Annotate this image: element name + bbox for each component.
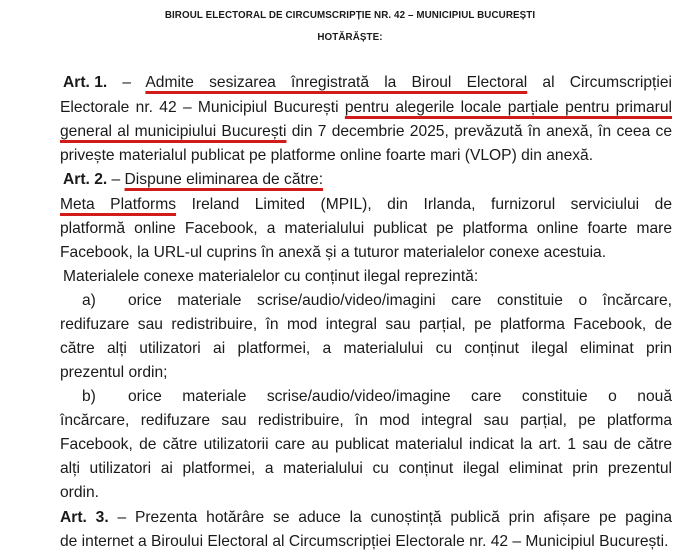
item-b-marker: b) bbox=[82, 388, 96, 405]
art3-line-1 bbox=[60, 508, 672, 527]
art3-line-2: de internet a Biroului Electoral al Circumscripției Electorale nr. 42 – Municipiul București. bbox=[60, 533, 669, 550]
item-a-line-1: orice materiale scrise/audio/video/imagini care constituie o încărcare, bbox=[128, 292, 672, 309]
art2-line-1 bbox=[63, 170, 323, 189]
art1-highlight-primar: general al municipiului București bbox=[60, 123, 287, 140]
art1-line-1 bbox=[60, 73, 672, 92]
art2-highlight-meta: Meta Platforms bbox=[60, 196, 177, 213]
art1-highlight-alegeri: pentru alegerile locale parțiale pentru primarul bbox=[344, 99, 672, 116]
art1-line-3 bbox=[60, 122, 672, 141]
art2-text: Ireland Limited (MPIL), din Irlanda, furnizorul serviciului de bbox=[176, 196, 672, 213]
art1-text: Electorale nr. 42 – Municipiul București bbox=[60, 99, 345, 116]
art2-line-5: Materialele conexe materialelor cu conținut ilegal reprezintă: bbox=[63, 268, 479, 285]
item-b-line-1: orice materiale scrise/audio/video/imagine care constituie o nouă bbox=[128, 388, 672, 405]
art2-line-4: Facebook, la URL-ul cuprins în anexă și a tuturor materialelor conexe acestuia. bbox=[60, 244, 607, 261]
item-b-line-3: Facebook, de către utilizatorii care au publicat materialul indicat la art. 1 sau de către bbox=[60, 436, 672, 453]
art1-line-4: privește materialul publicat pe platforme online foarte mari (VLOP) din anexă. bbox=[60, 147, 594, 164]
art3-text: – Prezenta hotărâre se aduce la cunoștință publică prin afișare pe pagina bbox=[108, 509, 672, 526]
art2-label: Art. 2. bbox=[63, 171, 108, 188]
art1-text: din 7 decembrie 2025, prevăzută în anexă, în ceea ce bbox=[286, 123, 672, 140]
item-b-line-5: ordin. bbox=[60, 484, 100, 501]
art2-line-2 bbox=[60, 195, 672, 214]
item-a-line-4: prezentul ordin; bbox=[60, 364, 168, 381]
art3-label: Art. 3. bbox=[60, 509, 109, 526]
item-a-marker: a) bbox=[82, 292, 96, 309]
art2-dash: – bbox=[107, 171, 125, 188]
decision-heading: HOTĂRĂȘTE: bbox=[317, 32, 383, 43]
item-a-line-3: către alți utilizatori ai platformei, a materialului cu conținut ilegal eliminat prin bbox=[60, 340, 672, 357]
art1-highlight-admite: Admite sesizarea înregistrată la Biroul Electoral bbox=[145, 74, 528, 91]
art2-line-3: platformă online Facebook, a materialului publicat pe platforma online foarte mare bbox=[60, 220, 672, 237]
art1-dash: – bbox=[107, 74, 146, 91]
art1-text: al Circumscripției bbox=[527, 74, 672, 91]
item-a-line-2: redifuzare sau redistribuire, în mod integral sau parțial, pe platforma Facebook, de bbox=[60, 316, 672, 333]
art1-line-2 bbox=[60, 98, 672, 117]
art2-highlight-dispune: Dispune eliminarea de către: bbox=[124, 171, 324, 188]
item-b-line-2: încărcare, redifuzare sau redistribuire, în mod integral sau parțial, pe platforma bbox=[60, 412, 672, 429]
document-heading: BIROUL ELECTORAL DE CIRCUMSCRIPȚIE NR. 42 – MUNICIPIUL BUCUREȘTI bbox=[164, 10, 536, 21]
item-b-line-4: alți utilizatori ai platformei, a materialului cu conținut ilegal eliminat prin prezentul bbox=[60, 460, 672, 477]
art1-label: Art. 1. bbox=[63, 74, 108, 91]
